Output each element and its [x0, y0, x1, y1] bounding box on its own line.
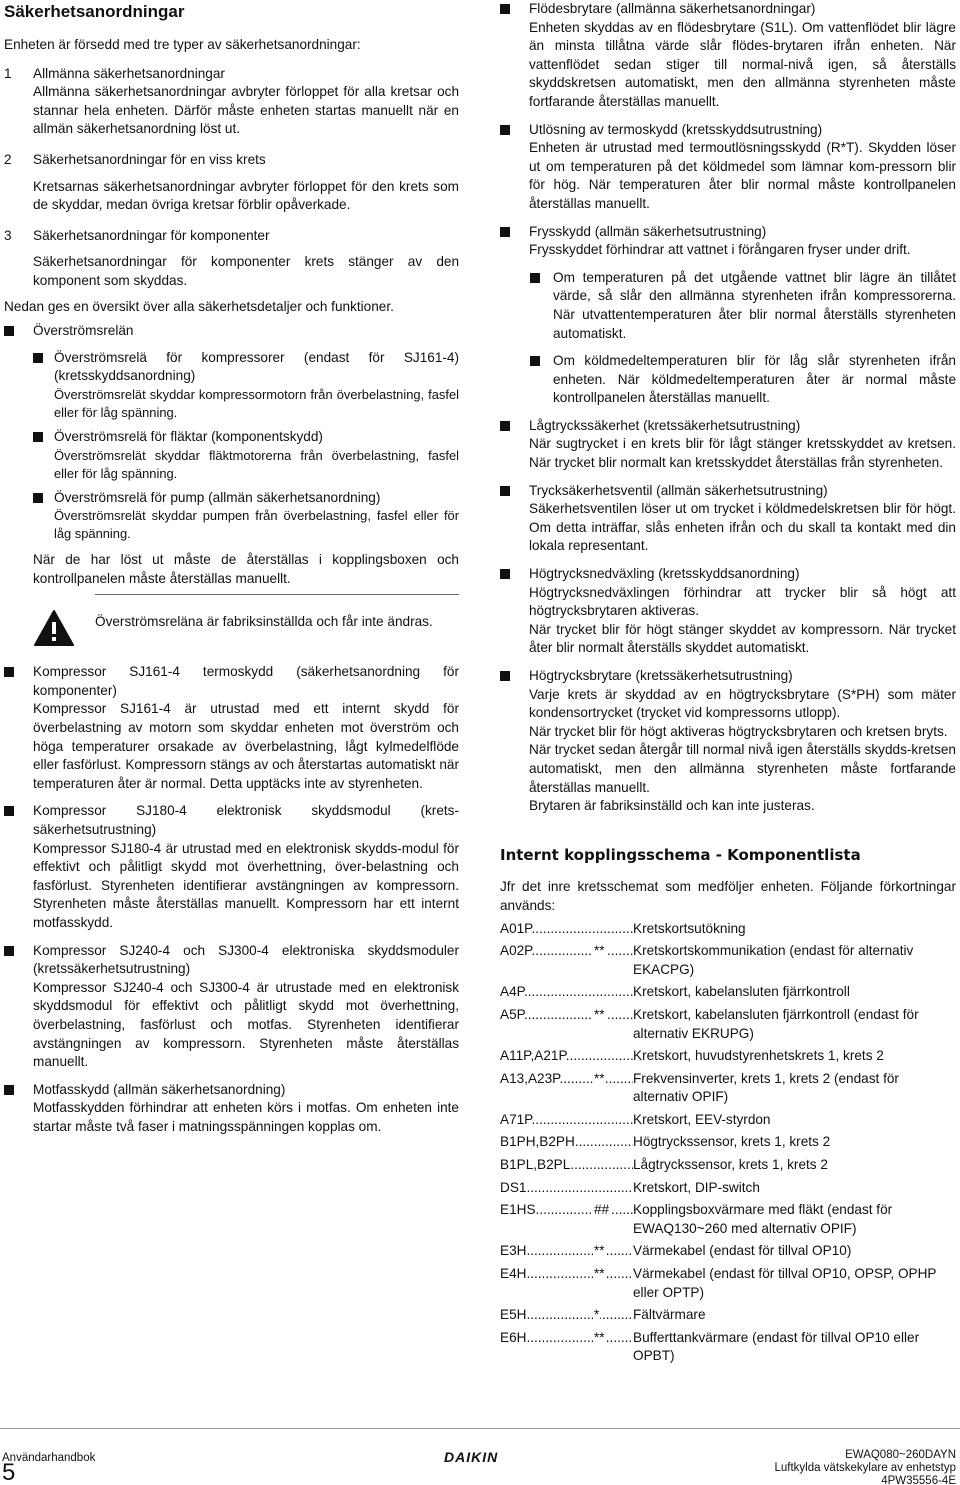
component-code: E1HS .....: [500, 1201, 633, 1220]
component-code: B1PL,B2PL .....: [500, 1156, 633, 1175]
component-desc: Kretskort, EEV-styrdon: [633, 1111, 771, 1127]
component-code: A5P .....: [500, 1006, 633, 1025]
bullet-square-icon: [33, 432, 43, 442]
component-desc: Värmekabel (endast för tillval OP10, OPSP, OPHP eller OPTP): [633, 1266, 937, 1300]
intro-text: Enheten är försedd med tre typer av säkerhetsanordningar:: [4, 37, 361, 52]
bullet-square-icon: [500, 569, 510, 579]
item-text: Kretsarnas säkerhetsanordningar avbryter förloppet för den krets som de skyddar, medan övriga kretsar förblir opåverkade.: [33, 178, 459, 213]
component-tag: **: [593, 1265, 606, 1284]
page-title: Säkerhetsanordningar: [4, 2, 185, 21]
bullet-square-icon: [4, 667, 14, 677]
overview-text: Nedan ges en översikt över alla säkerhetsdetaljer och funktioner.: [4, 298, 394, 314]
bullet-text: Brytaren är fabriksinställd och kan inte justeras.: [529, 798, 815, 814]
bullet-heading: Högtrycksnedväxling (kretsskyddsanordning): [529, 566, 800, 582]
daikin-logo: DAIKIN: [444, 1449, 499, 1465]
component-row: [500, 1329, 956, 1366]
sub-bullet: [530, 352, 956, 408]
bullet-text: Överströmsrelät skyddar pumpen från överbelastning, fasfel eller för låg spänning.: [54, 508, 459, 542]
component-code: DS1 .....: [500, 1179, 633, 1198]
component-desc: Kretskort, kabelansluten fjärrkontroll (endast för alternativ EKRUPG): [633, 1006, 919, 1041]
component-row: [500, 1156, 956, 1175]
bullet-heading: Trycksäkerhetsventil (allmän säkerhetsutrustning): [529, 482, 828, 498]
component-tag: ##: [593, 1201, 610, 1220]
component-tag: *: [593, 1306, 600, 1325]
component-desc: Kretskort, huvudstyrenhetskrets 1, krets 2: [633, 1048, 884, 1064]
bullet-item: [4, 802, 459, 932]
item-text: Säkerhetsanordningar för komponenter krets stänger av den komponent som skyddas.: [33, 254, 459, 288]
bullet-relays: [4, 322, 459, 341]
bullet-text: När sugtrycket i en krets blir för lågt stänger kretsskyddet av kretsen. När trycket blir normalt kan kretsskyddet återställas från styrenheten.: [529, 436, 956, 471]
item-number: 2: [4, 151, 12, 167]
component-tag: **: [593, 1070, 606, 1089]
item-heading: Allmänna säkerhetsanordningar: [33, 65, 225, 81]
component-tag: **: [593, 1329, 606, 1348]
sub-bullet: [4, 489, 459, 544]
numbered-item: [4, 151, 459, 215]
bullet-heading: Överströmsrelä för kompressorer (endast för SJ161-4) (kretsskyddsanordning): [54, 349, 459, 384]
bullet-item: [4, 663, 459, 793]
reset-note: När de har löst ut måste de återställas i kopplingsboxen och kontrollpanelen måste återställas manuellt.: [33, 552, 459, 586]
bullet-item: [500, 121, 956, 214]
bullet-square-icon: [500, 227, 510, 237]
component-row: [500, 1070, 956, 1107]
item-heading: Säkerhetsanordningar för en viss krets: [33, 151, 266, 167]
component-desc: Värmekabel (endast för tillval OP10): [633, 1243, 852, 1259]
component-code: A02P .....: [500, 942, 633, 961]
footer-model: EWAQ080~260DAYN: [845, 1449, 956, 1461]
component-code: A11P,A21P .....: [500, 1047, 633, 1066]
component-code: E3H .....: [500, 1242, 633, 1261]
component-row: [500, 1133, 956, 1152]
component-row: [500, 983, 956, 1002]
component-desc: Fältvärmare: [633, 1307, 706, 1323]
component-row: [500, 1047, 956, 1066]
divider: [95, 594, 459, 595]
numbered-item: [4, 227, 459, 291]
item-heading: Säkerhetsanordningar för komponenter: [33, 227, 270, 243]
bullet-text: Överströmsrelät skyddar kompressormotorn från överbelastning, fasfel eller för låg spänning.: [54, 386, 459, 420]
bullet-square-icon: [33, 493, 43, 503]
component-desc: Kretskortskommunikation (endast för alternativ EKACPG): [633, 943, 914, 977]
bullet-text: Varje krets är skyddad av en högtrycksbrytare (S*PH) som mäter kondensortrycket (trycket vid kompressorns utlopp).: [529, 686, 956, 721]
bullet-heading: Motfasskydd (allmän säkerhetsanordning): [33, 1081, 286, 1097]
numbered-item: [4, 65, 459, 139]
bullet-item: [500, 482, 956, 556]
warning-box: [4, 609, 459, 645]
component-row: [500, 1265, 956, 1302]
component-row: [500, 942, 956, 979]
bullet-heading: Kompressor SJ161-4 termoskydd (säkerhetsanordning för komponenter): [33, 664, 459, 698]
sub-bullet: [4, 428, 459, 483]
sub-bullet: [530, 269, 956, 343]
bullet-square-icon: [500, 421, 510, 431]
sub-bullet: [4, 349, 459, 422]
bullet-heading: Kompressor SJ240-4 och SJ300-4 elektroniska skyddsmoduler (kretssäkerhetsutrustning): [33, 942, 459, 977]
bullet-square-icon: [4, 946, 14, 956]
component-list: [500, 920, 956, 1366]
bullet-square-icon: [530, 273, 540, 283]
bullet-square-icon: [500, 671, 510, 681]
component-code: B1PH,B2PH .....: [500, 1133, 633, 1152]
bullet-heading: Överströmsrelä för fläktar (komponentskydd): [54, 428, 323, 444]
section-intro: Jfr det inre kretsschemat som medföljer enheten. Följande förkortningar används:: [500, 879, 956, 913]
component-code: A4P .....: [500, 983, 633, 1002]
warning-triangle-icon: [33, 609, 75, 647]
bullet-heading: Utlösning av termoskydd (kretsskyddsutrustning): [529, 121, 823, 137]
bullet-text: När trycket blir för högt aktiveras högtrycksbrytaren och kretsen bryts.: [529, 723, 948, 739]
bullet-heading: Överströmsrelä för pump (allmän säkerhetsanordning): [54, 489, 381, 505]
page-number: 5: [2, 1459, 16, 1485]
section-title: Internt kopplingsschema - Komponentlista: [500, 845, 861, 864]
bullet-text: När trycket blir för högt stänger skyddet av kompressorn. När trycket åter blir normalt återställs skyddet automatiskt.: [529, 621, 956, 656]
bullet-square-icon: [4, 326, 14, 336]
bullet-text: Enheten skyddas av en flödesbrytare (S1L). Om vattenflödet blir lägre än minsta tillåtna värde slår flödes-brytaren ifrån enheten. När vattenflödet sedan stiger till normal-nivå igen, så återställs skyddskretsen automatiskt, men den allmänna styrenheten måste fortfarande återställas manuellt.: [529, 19, 956, 109]
bullet-heading: Kompressor SJ180-4 elektronisk skyddsmodul (krets-säkerhetsutrustning): [33, 803, 459, 838]
component-code: E6H .....: [500, 1329, 633, 1348]
bullet-heading: Lågtryckssäkerhet (kretssäkerhetsutrustning): [529, 417, 801, 433]
item-number: 3: [4, 227, 12, 243]
bullet-item: [4, 942, 459, 1072]
component-desc: Kretskort, kabelansluten fjärrkontroll: [633, 984, 850, 1000]
bullet-square-icon: [500, 486, 510, 496]
item-number: 1: [4, 65, 12, 81]
component-code: A01P .....: [500, 920, 633, 939]
component-tag: **: [593, 1006, 606, 1025]
component-row: [500, 920, 956, 939]
footer-subtitle: Luftkylda vätskekylare av enhetstyp: [774, 1462, 956, 1474]
bullet-text: Om temperaturen på det utgående vattnet blir lägre än tillåtet värde, så slår den allmänna styrenheten ifrån kompressorerna. När utvattentemperaturen åter blir normal återställs styrenheten automatiskt.: [553, 269, 956, 341]
component-row: [500, 1242, 956, 1261]
footer-doc-id: 4PW35556-4E: [881, 1475, 956, 1485]
bullet-text: Säkerhetsventilen löser ut om trycket i köldmedelskretsen blir för högt. Om detta inträffar, slås enheten ifrån och du skall ta kontakt med din lokala representant.: [529, 501, 956, 554]
bullet-text: Om köldmedeltemperaturen blir för låg slår styrenheten ifrån enheten. När köldmedeltemperaturen åter är normal måste kontrollpanelen återställas manuellt.: [553, 353, 956, 406]
bullet-item: [500, 667, 956, 816]
component-desc: Högtryckssensor, krets 1, krets 2: [633, 1134, 831, 1150]
bullet-square-icon: [4, 806, 14, 816]
component-code: E4H .....: [500, 1265, 633, 1284]
bullet-text: Högtrycksnedväxlingen förhindrar att trycker blir så högt att högtrycksbrytaren aktiveras.: [529, 584, 956, 619]
component-row: [500, 1306, 956, 1325]
left-column: [4, 0, 459, 1137]
bullet-text: När trycket sedan återgår till normal nivå igen återställs skydds-kretsen automatiskt, men den allmänna styrenheten måste fortfarande återställas manuellt.: [529, 742, 956, 795]
component-row: [500, 1179, 956, 1198]
component-code: A71P .....: [500, 1111, 633, 1130]
warning-text: Överströmsreläna är fabriksinställda och får inte ändras.: [95, 614, 433, 630]
bullet-text: Motfasskydden förhindrar att enheten körs i motfas. Om enheten inte startar måste två faser i matningsspänningen kopplas om.: [33, 1100, 459, 1134]
bullet-item: [500, 223, 956, 260]
bullet-item: [4, 1081, 459, 1137]
component-row: [500, 1201, 956, 1238]
bullet-square-icon: [4, 1085, 14, 1095]
bullet-text: Kompressor SJ161-4 är utrustad med ett internt skydd för överbelastning av motorn som skyddar enheten mot överström och höga temperaturer orsakade av överbelastning, lågt kylmedelflöde eller fasförlust. Kompressorn stängs av och återstartas automatiskt när temperaturen åter är normal. Detta upptäcks inte av styrenheten.: [33, 701, 459, 791]
bullet-item: [500, 0, 956, 112]
bullet-item: [500, 417, 956, 473]
bullet-heading: Överströmsrelän: [33, 323, 134, 339]
bullet-text: Frysskyddet förhindrar att vattnet i förångaren fryser under drift.: [529, 242, 911, 258]
component-desc: Kretskort, DIP-switch: [633, 1179, 760, 1195]
bullet-text: Överströmsrelät skyddar fläktmotorerna från överbelastning, fasfel eller för låg spänning.: [54, 447, 459, 481]
component-row: [500, 1006, 956, 1043]
bullet-item: [500, 565, 956, 658]
right-column: [500, 0, 956, 1366]
component-code: E5H .....: [500, 1306, 633, 1325]
component-desc: Frekvensinverter, krets 1, krets 2 (endast för alternativ OPIF): [633, 1070, 899, 1105]
component-desc: Lågtryckssensor, krets 1, krets 2: [633, 1157, 828, 1173]
component-tag: **: [593, 1242, 606, 1261]
bullet-text: Kompressor SJ240-4 och SJ300-4 är utrustade med en elektronisk skyddsmodul för effektivt och pålitligt skydd mot överhettning, överbelastning, fasförlust och motfas. Styrenheten identifierar avstängningen av kompressorn. Styrenheten måste återställas manuellt.: [33, 979, 459, 1070]
bullet-text: Kompressor SJ180-4 är utrustad med en elektronisk skydds-modul för effektivt och pålitligt skydd mot överhettning, över-belastning och fasförlust. Styrenheten identifierar avstängningen av kompressorn. Styrenheten måste återställas manuellt. Kompressorn har ett internt motfasskydd.: [33, 840, 459, 930]
bullet-text: Enheten är utrustad med termoutlösningsskydd (R*T). Skydden löser ut om temperaturen på det köldmedel som lämnar kom-pressorn blir för hög. När temperaturen åter blir normal måste kontrollpanelen återställas manuellt.: [529, 140, 956, 211]
component-desc: Bufferttankvärmare (endast för tillval OP10 eller OPBT): [633, 1329, 920, 1364]
component-desc: Kopplingsboxvärmare med fläkt (endast för EWAQ130~260 med alternativ OPIF): [633, 1202, 893, 1236]
component-row: [500, 1111, 956, 1130]
component-desc: Kretskortsutökning: [633, 920, 746, 936]
bullet-square-icon: [500, 4, 510, 14]
bullet-square-icon: [500, 125, 510, 135]
bullet-heading: Flödesbrytare (allmänna säkerhetsanordningar): [529, 1, 816, 16]
bullet-square-icon: [33, 353, 43, 363]
page-footer: [0, 1428, 960, 1485]
footer-manual: Användarhandbok: [2, 1452, 96, 1464]
component-tag: **: [593, 942, 606, 961]
component-code: A13,A23P .....: [500, 1070, 633, 1089]
bullet-square-icon: [530, 356, 540, 366]
bullet-heading: Högtrycksbrytare (kretssäkerhetsutrustning): [529, 668, 793, 683]
footer-info: [774, 1449, 956, 1485]
item-text: Allmänna säkerhetsanordningar avbryter förloppet för alla kretsar och stannar hela enheten. Därför måste enheten startas manuellt när en allmän säkerhetsanordning löst ut.: [33, 84, 459, 137]
bullet-heading: Frysskydd (allmän säkerhetsutrustning): [529, 223, 767, 239]
